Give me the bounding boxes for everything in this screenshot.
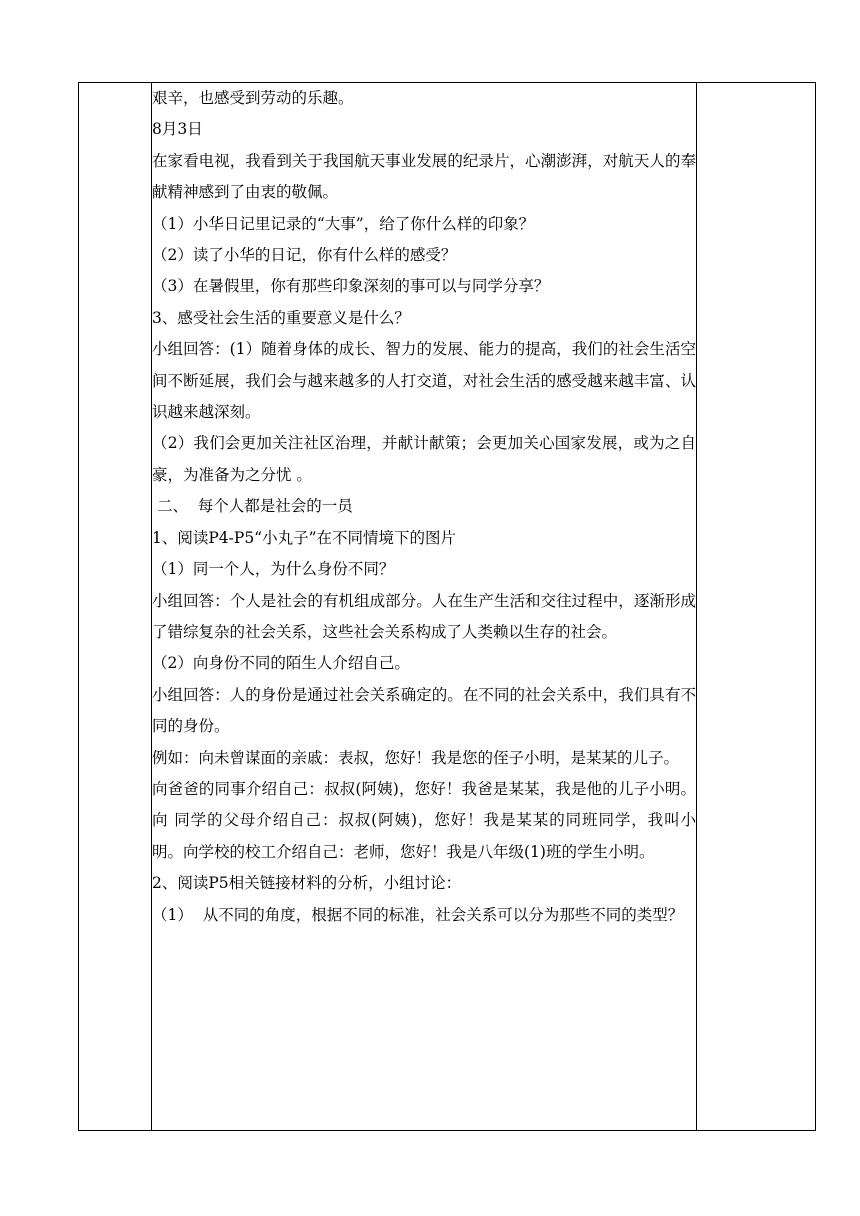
right-column-cell	[697, 83, 816, 1131]
activity-line: 2、阅读P5相关链接材料的分析，小组讨论：	[152, 874, 462, 893]
answer-paragraph: 小组回答：个人是社会的有机组成部分。人在生产生活和交往过程中，逐渐形成了错综复杂的社会关系，这些社会关系构成了人类赖以生存的社会。	[152, 591, 696, 641]
activity-line: 1、阅读P4-P5“小丸子”在不同情境下的图片	[152, 528, 457, 547]
question-line: （2）向身份不同的陌生人介绍自己。	[152, 654, 410, 673]
question-line: （2）读了小华的日记，你有什么样的感受？	[152, 246, 457, 265]
example-paragraph: 向爸爸的同事介绍自己：叔叔(阿姨)，您好！我爸是某某，我是他的儿子小明。向 同学的父母介绍自己：叔叔(阿姨)，您好！我是某某的同班同学，我叫小明。向学校的校工介绍自己：老师，您好！我是八年级(1)班的学生小明。	[152, 779, 696, 861]
answer-paragraph: 小组回答：人的身份是通过社会关系确定的。在不同的社会关系中，我们具有不同的身份。	[152, 685, 696, 736]
date-line: 8月3日	[152, 120, 203, 139]
question-line: （1）小华日记里记录的“大事”，给了你什么样的印象？	[152, 214, 535, 233]
question-heading: 3、感受社会生活的重要意义是什么？	[152, 308, 410, 327]
question-line: （1）同一个人，为什么身份不同？	[152, 560, 395, 579]
left-column-cell	[79, 83, 152, 1131]
content-column-cell	[152, 83, 697, 1131]
section-heading: 二、 每个人都是社会的一员	[152, 497, 353, 516]
question-paragraph: （1） 从不同的角度，根据不同的标准，社会关系可以分为那些不同的类型？	[152, 905, 684, 924]
lesson-plan-table	[78, 82, 816, 1131]
answer-paragraph: （2）我们会更加关注社区治理，并献计献策；会更加关心国家发展，或为之自豪，为准备为之分忧 。	[152, 434, 696, 484]
table-row	[79, 83, 816, 1131]
text-line: 艰辛，也感受到劳动的乐趣。	[152, 89, 354, 107]
answer-paragraph: 小组回答：(1）随着身体的成长、智力的发展、能力的提高，我们的社会生活空间不断延展，我们会与越来越多的人打交道，对社会生活的感受越来越丰富、认识越来越深刻。	[152, 340, 696, 422]
question-line: （3）在暑假里，你有那些印象深刻的事可以与同学分享？	[152, 277, 550, 296]
text-paragraph: 在家看电视，我看到关于我国航天事业发展的纪录片，心潮澎湃，对航天人的奉献精神感到了由衷的敬佩。	[152, 151, 696, 202]
example-paragraph: 例如：向未曾谋面的亲戚：表叔，您好！我是您的侄子小明，是某某的儿子。	[152, 748, 680, 767]
